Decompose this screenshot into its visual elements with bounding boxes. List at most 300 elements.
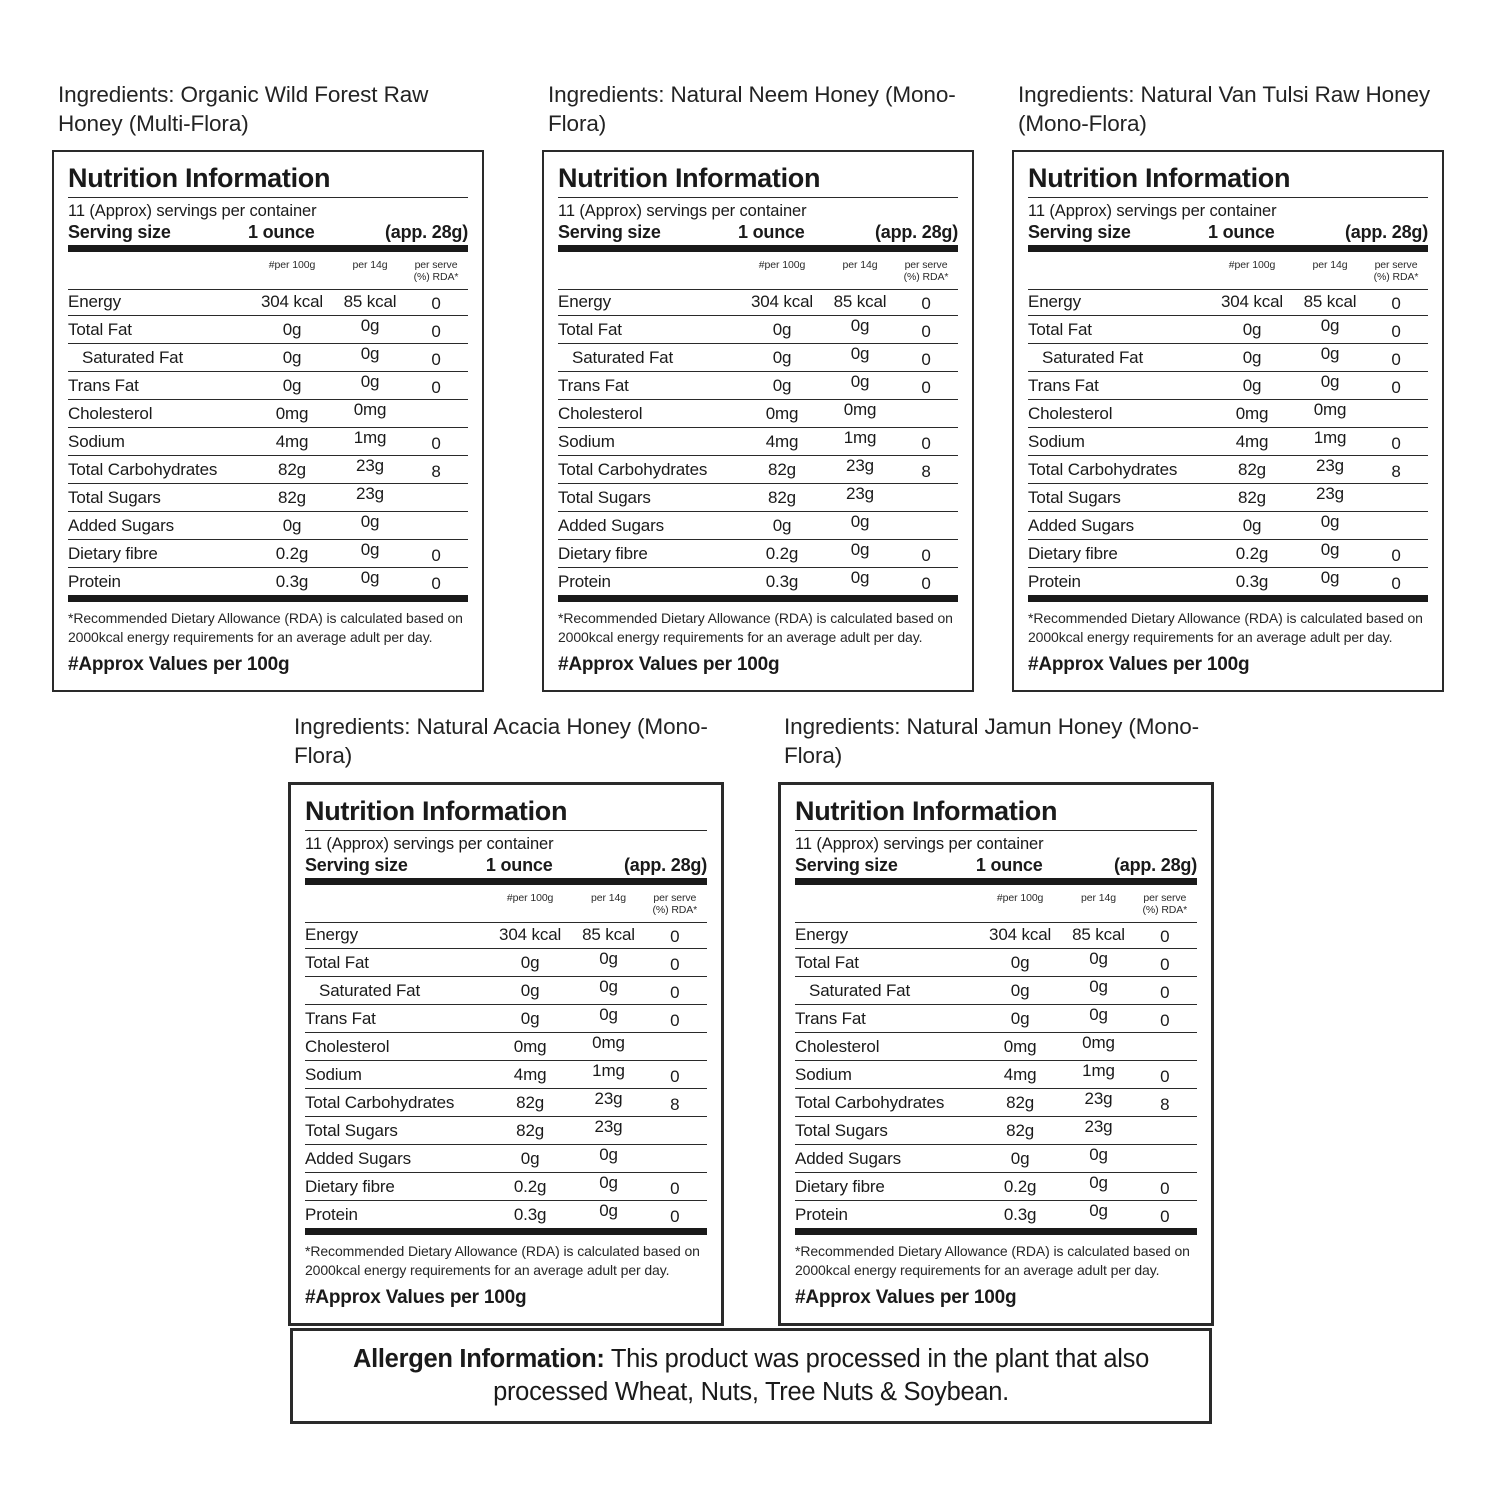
- nutrient-per-14g: 23g: [594, 1117, 623, 1137]
- nutrient-row: [305, 948, 707, 976]
- nutrition-panel: [542, 150, 974, 692]
- nutrient-rda-percent: 0: [1391, 294, 1401, 314]
- nutrient-name: Trans Fat: [795, 1009, 866, 1029]
- nutrient-rda-percent: [1364, 510, 1428, 511]
- nutrient-rda-percent: 0: [921, 322, 931, 342]
- nutrient-name: Total Carbohydrates: [558, 460, 708, 480]
- serving-size-value: 1 ounce: [485, 854, 553, 875]
- nutrient-row: [558, 399, 958, 427]
- nutrient-rda-percent: 0: [1160, 955, 1170, 975]
- approx-values-note: #Approx Values per 100g: [558, 653, 780, 675]
- nutrition-panel: [1012, 150, 1444, 692]
- nutrient-per-100g: 82g: [1238, 488, 1266, 508]
- nutrient-per-14g: 0g: [360, 344, 380, 364]
- nutrient-row: [305, 1116, 707, 1144]
- nutrient-row: [68, 315, 468, 343]
- nutrient-row: [558, 483, 958, 511]
- allergen-lead-label: Allergen Information:: [353, 1344, 605, 1373]
- nutrient-row: [1028, 567, 1428, 595]
- nutrient-rda-percent: [1133, 1171, 1197, 1172]
- nutrient-name: Saturated Fat: [572, 348, 674, 368]
- nutrient-per-14g: 23g: [1084, 1117, 1113, 1137]
- column-header-per-100g: #per 100g: [506, 892, 554, 905]
- nutrient-per-100g: 0g: [1242, 516, 1262, 536]
- nutrient-per-14g: 0g: [850, 316, 870, 336]
- nutrient-per-14g: 0g: [599, 949, 618, 969]
- nutrient-row: [305, 976, 707, 1004]
- nutrient-row: [68, 427, 468, 455]
- column-headers: [68, 252, 468, 288]
- nutrient-name: Trans Fat: [1028, 376, 1099, 396]
- nutrition-card-acacia: [288, 712, 724, 1326]
- nutrient-per-100g: 0g: [772, 376, 792, 396]
- nutrient-row: [795, 1200, 1197, 1228]
- nutrient-per-14g: 1mg: [353, 428, 387, 448]
- nutrient-rda-percent: [1364, 538, 1428, 539]
- nutrient-rda-percent: 0: [921, 574, 931, 594]
- nutrient-per-14g: 23g: [356, 456, 384, 476]
- nutrition-card-jamun: [778, 712, 1214, 1326]
- column-header-per-100g: #per 100g: [996, 892, 1044, 905]
- nutrient-name: Cholesterol: [558, 404, 643, 424]
- nutrient-row: [305, 1200, 707, 1228]
- nutrient-rda-percent: 0: [1160, 1207, 1170, 1227]
- nutrient-per-14g: 23g: [594, 1089, 623, 1109]
- column-header-per-100g: #per 100g: [758, 259, 806, 272]
- serving-size-approx: (app. 28g): [1344, 221, 1428, 242]
- serving-size-row: [1028, 222, 1428, 253]
- nutrient-name: Protein: [305, 1205, 358, 1225]
- nutrient-name: Added Sugars: [558, 516, 664, 536]
- allergen-body-text: This product was processed in the plant that also processed Wheat, Nuts, Tree Nuts & Soybean.: [493, 1344, 1149, 1406]
- nutrient-per-14g: 0g: [599, 1201, 618, 1221]
- nutrient-per-100g: 4mg: [513, 1065, 547, 1085]
- nutrient-name: Added Sugars: [68, 516, 174, 536]
- nutrient-per-100g: 0g: [1010, 981, 1030, 1001]
- ingredients-heading: Ingredients: Organic Wild Forest Raw Honey (Multi-Flora): [58, 82, 429, 137]
- nutrient-row: [1028, 483, 1428, 511]
- nutrient-rda-percent: 0: [1160, 1179, 1170, 1199]
- nutrient-name: Total Carbohydrates: [68, 460, 218, 480]
- nutrient-table: [68, 289, 468, 603]
- nutrient-table: [305, 922, 707, 1236]
- nutrient-row: [68, 567, 468, 595]
- nutrient-per-100g: 0.2g: [513, 1177, 547, 1197]
- nutrient-rda-percent: [643, 1059, 707, 1060]
- rda-footnote: *Recommended Dietary Allowance (RDA) is calculated based on 2000kcal energy requirements for an average adult per day.: [1028, 610, 1423, 645]
- nutrient-row: [558, 289, 958, 316]
- servings-per-container: 11 (Approx) servings per container: [1028, 202, 1277, 221]
- nutrient-rda-percent: 0: [1391, 378, 1401, 398]
- nutrient-rda-percent: [1364, 426, 1428, 427]
- nutrient-per-100g: 0g: [520, 1009, 540, 1029]
- nutrient-rda-percent: 8: [921, 462, 931, 482]
- servings-per-container: 11 (Approx) servings per container: [305, 835, 554, 854]
- nutrient-name: Total Fat: [68, 320, 132, 340]
- nutrient-per-100g: 4mg: [1235, 432, 1269, 452]
- nutrient-per-100g: 0g: [1010, 1149, 1030, 1169]
- nutrient-row: [68, 343, 468, 371]
- nutrient-name: Protein: [68, 572, 121, 592]
- nutrient-per-14g: 0g: [850, 512, 870, 532]
- nutrient-row: [68, 371, 468, 399]
- nutrient-name: Trans Fat: [558, 376, 629, 396]
- nutrient-per-14g: 0g: [599, 977, 618, 997]
- nutrient-row: [68, 483, 468, 511]
- nutrient-row: [68, 289, 468, 316]
- nutrient-rda-percent: [1133, 1059, 1197, 1060]
- nutrient-per-14g: 23g: [1316, 456, 1344, 476]
- serving-size-approx: (app. 28g): [623, 854, 707, 875]
- nutrient-name: Protein: [795, 1205, 848, 1225]
- serving-size-value: 1 ounce: [975, 854, 1043, 875]
- column-header-per-100g: #per 100g: [1228, 259, 1276, 272]
- nutrient-per-14g: 85 kcal: [582, 925, 635, 945]
- nutrient-name: Total Carbohydrates: [795, 1093, 945, 1113]
- nutrient-per-100g: 304 kcal: [1220, 292, 1284, 312]
- nutrient-row: [1028, 427, 1428, 455]
- column-header-spacer: [68, 259, 248, 283]
- nutrient-row: [68, 455, 468, 483]
- serving-size-approx: (app. 28g): [874, 221, 958, 242]
- nutrient-table: [795, 922, 1197, 1236]
- column-header-per-serve-rda: per serve (%) RDA*: [652, 892, 698, 917]
- column-header-spacer: [795, 892, 976, 916]
- nutrient-per-100g: 0mg: [275, 404, 309, 424]
- nutrient-rda-percent: 0: [921, 294, 931, 314]
- nutrient-row: [305, 1088, 707, 1116]
- nutrient-per-14g: 0g: [850, 344, 870, 364]
- nutrient-row: [305, 1172, 707, 1200]
- nutrition-information-title: Nutrition Information: [558, 164, 958, 199]
- column-headers: [795, 885, 1197, 921]
- nutrient-per-100g: 0g: [772, 348, 792, 368]
- nutrient-per-100g: 0.3g: [1235, 572, 1269, 592]
- nutrient-per-100g: 0.2g: [275, 544, 309, 564]
- nutrient-name: Protein: [1028, 572, 1081, 592]
- nutrition-information-title: Nutrition Information: [305, 797, 707, 832]
- nutrient-name: Total Sugars: [68, 488, 161, 508]
- nutrient-per-100g: 0mg: [513, 1037, 547, 1057]
- nutrient-per-14g: 85 kcal: [833, 292, 887, 312]
- nutrient-per-14g: 85 kcal: [343, 292, 397, 312]
- nutrient-per-100g: 82g: [278, 460, 306, 480]
- nutrient-row: [795, 1144, 1197, 1172]
- nutrient-rda-percent: 8: [670, 1095, 680, 1115]
- nutrient-rda-percent: 0: [1391, 322, 1401, 342]
- nutrient-row: [558, 511, 958, 539]
- nutrient-per-100g: 0.3g: [1003, 1205, 1037, 1225]
- nutrient-per-100g: 0g: [772, 320, 792, 340]
- nutrient-rda-percent: [894, 426, 958, 427]
- nutrient-per-14g: 0g: [599, 1005, 618, 1025]
- nutrient-name: Energy: [795, 925, 848, 945]
- nutrient-rda-percent: 0: [431, 574, 441, 594]
- nutrient-name: Saturated Fat: [82, 348, 184, 368]
- nutrient-per-100g: 0g: [282, 516, 302, 536]
- column-header-per-14g: per 14g: [352, 259, 388, 272]
- serving-size-row: [558, 222, 958, 253]
- nutrient-rda-percent: 0: [921, 350, 931, 370]
- nutrient-per-100g: 82g: [768, 488, 796, 508]
- nutrient-name: Added Sugars: [305, 1149, 411, 1169]
- serving-size-label: Serving size: [305, 854, 408, 875]
- nutrient-per-100g: 82g: [1238, 460, 1266, 480]
- nutrient-name: Sodium: [305, 1065, 362, 1085]
- nutrient-rda-percent: 0: [1160, 927, 1170, 947]
- nutrient-name: Cholesterol: [795, 1037, 880, 1057]
- nutrient-name: Total Fat: [1028, 320, 1092, 340]
- serving-size-row: [795, 855, 1197, 886]
- nutrient-row: [1028, 289, 1428, 316]
- nutrient-rda-percent: [404, 426, 468, 427]
- nutrient-per-14g: 0g: [360, 540, 380, 560]
- nutrient-per-100g: 304 kcal: [989, 925, 1052, 945]
- nutrition-information-title: Nutrition Information: [68, 164, 468, 199]
- rda-footnote: *Recommended Dietary Allowance (RDA) is calculated based on 2000kcal energy requirements for an average adult per day.: [305, 1243, 700, 1278]
- nutrient-name: Dietary fibre: [558, 544, 648, 564]
- nutrient-name: Protein: [558, 572, 611, 592]
- nutrient-per-14g: 0g: [1089, 1005, 1108, 1025]
- allergen-information-box: [290, 1328, 1212, 1424]
- nutrient-per-14g: 85 kcal: [1072, 925, 1125, 945]
- nutrient-per-14g: 0g: [1320, 344, 1340, 364]
- nutrient-per-14g: 0g: [1320, 372, 1340, 392]
- nutrient-per-14g: 0g: [1320, 540, 1340, 560]
- nutrient-per-14g: 0g: [1089, 949, 1108, 969]
- nutrient-rda-percent: 0: [670, 983, 680, 1003]
- nutrition-card-neem: [542, 80, 974, 692]
- nutrient-per-14g: 23g: [1084, 1089, 1113, 1109]
- nutrient-name: Energy: [305, 925, 358, 945]
- nutrient-per-100g: 82g: [278, 488, 306, 508]
- nutrient-rda-percent: 8: [431, 462, 441, 482]
- nutrient-rda-percent: 0: [670, 955, 680, 975]
- nutrient-name: Energy: [68, 292, 121, 312]
- nutrient-rda-percent: [894, 538, 958, 539]
- nutrient-row: [558, 455, 958, 483]
- column-header-per-14g: per 14g: [842, 259, 878, 272]
- nutrient-name: Cholesterol: [305, 1037, 390, 1057]
- nutrition-panel: [288, 782, 724, 1326]
- nutrient-name: Saturated Fat: [1042, 348, 1144, 368]
- nutrient-per-14g: 0g: [599, 1145, 618, 1165]
- nutrient-row: [305, 922, 707, 949]
- nutrient-row: [558, 343, 958, 371]
- nutrient-per-14g: 0g: [1320, 316, 1340, 336]
- nutrient-rda-percent: [404, 510, 468, 511]
- nutrient-row: [1028, 399, 1428, 427]
- nutrient-per-14g: 0g: [1089, 977, 1108, 997]
- nutrient-per-100g: 0g: [772, 516, 792, 536]
- nutrient-per-100g: 0mg: [765, 404, 799, 424]
- ingredients-heading: Ingredients: Natural Acacia Honey (Mono-Flora): [294, 714, 708, 769]
- nutrient-per-100g: 0g: [520, 953, 540, 973]
- nutrient-name: Total Sugars: [1028, 488, 1121, 508]
- nutrient-rda-percent: [404, 538, 468, 539]
- nutrient-row: [1028, 371, 1428, 399]
- nutrition-panel: [778, 782, 1214, 1326]
- nutrient-rda-percent: 0: [431, 350, 441, 370]
- nutrient-row: [68, 511, 468, 539]
- nutrient-rda-percent: 0: [431, 546, 441, 566]
- nutrient-rda-percent: 0: [1160, 1011, 1170, 1031]
- serving-size-approx: (app. 28g): [384, 221, 468, 242]
- nutrient-rda-percent: 0: [431, 322, 441, 342]
- serving-size-approx: (app. 28g): [1113, 854, 1197, 875]
- nutrient-rda-percent: 0: [1391, 350, 1401, 370]
- nutrition-card-van-tulsi: [1012, 80, 1444, 692]
- approx-values-note: #Approx Values per 100g: [305, 1286, 527, 1308]
- nutrient-per-100g: 0mg: [1235, 404, 1269, 424]
- nutrient-row: [558, 371, 958, 399]
- column-header-per-serve-rda: per serve (%) RDA*: [413, 259, 459, 284]
- nutrient-row: [558, 315, 958, 343]
- serving-size-label: Serving size: [68, 221, 171, 242]
- nutrient-row: [1028, 343, 1428, 371]
- nutrient-per-100g: 0g: [1242, 376, 1262, 396]
- column-header-per-serve-rda: per serve (%) RDA*: [903, 259, 949, 284]
- nutrient-per-100g: 82g: [516, 1093, 545, 1113]
- nutrient-rda-percent: 0: [670, 927, 680, 947]
- nutrient-name: Added Sugars: [1028, 516, 1134, 536]
- column-headers: [1028, 252, 1428, 288]
- servings-per-container: 11 (Approx) servings per container: [558, 202, 807, 221]
- column-headers: [305, 885, 707, 921]
- nutrient-rda-percent: 8: [1160, 1095, 1170, 1115]
- nutrient-name: Total Sugars: [558, 488, 651, 508]
- nutrient-row: [558, 567, 958, 595]
- nutrient-row: [1028, 539, 1428, 567]
- nutrient-name: Sodium: [68, 432, 125, 452]
- nutrient-rda-percent: 0: [670, 1011, 680, 1031]
- nutrient-row: [305, 1032, 707, 1060]
- approx-values-note: #Approx Values per 100g: [1028, 653, 1250, 675]
- serving-size-row: [68, 222, 468, 253]
- serving-size-label: Serving size: [795, 854, 898, 875]
- nutrient-per-100g: 82g: [516, 1121, 545, 1141]
- nutrient-per-14g: 0g: [1089, 1173, 1108, 1193]
- nutrient-rda-percent: 8: [1391, 462, 1401, 482]
- nutrient-row: [795, 948, 1197, 976]
- nutrient-name: Sodium: [558, 432, 615, 452]
- nutrient-table: [1028, 289, 1428, 603]
- nutrient-per-100g: 0.2g: [765, 544, 799, 564]
- serving-size-label: Serving size: [1028, 221, 1131, 242]
- nutrient-row: [68, 539, 468, 567]
- nutrient-rda-percent: 0: [1391, 546, 1401, 566]
- nutrient-rda-percent: 0: [670, 1179, 680, 1199]
- nutrient-per-14g: 0g: [360, 512, 380, 532]
- nutrient-row: [795, 1172, 1197, 1200]
- nutrient-name: Trans Fat: [68, 376, 139, 396]
- nutrient-row: [795, 1060, 1197, 1088]
- nutrient-per-14g: 0g: [850, 540, 870, 560]
- column-header-per-100g: #per 100g: [268, 259, 316, 272]
- nutrient-per-14g: 0mg: [843, 400, 877, 420]
- nutrient-name: Dietary fibre: [795, 1177, 885, 1197]
- column-headers: [558, 252, 958, 288]
- nutrient-per-100g: 82g: [1006, 1093, 1035, 1113]
- nutrient-name: Dietary fibre: [68, 544, 158, 564]
- nutrient-per-100g: 0g: [1010, 1009, 1030, 1029]
- nutrient-name: Dietary fibre: [305, 1177, 395, 1197]
- nutrient-per-14g: 0g: [599, 1173, 618, 1193]
- nutrient-per-100g: 4mg: [1003, 1065, 1037, 1085]
- nutrient-per-14g: 23g: [846, 456, 874, 476]
- nutrient-rda-percent: [643, 1143, 707, 1144]
- nutrient-per-14g: 0mg: [1082, 1033, 1115, 1053]
- nutrient-per-100g: 0g: [520, 981, 540, 1001]
- nutrient-per-100g: 0g: [282, 376, 302, 396]
- column-header-spacer: [558, 259, 738, 283]
- nutrient-rda-percent: [894, 510, 958, 511]
- nutrient-rda-percent: 0: [921, 434, 931, 454]
- approx-values-note: #Approx Values per 100g: [68, 653, 290, 675]
- nutrient-per-14g: 1mg: [592, 1061, 625, 1081]
- nutrient-per-14g: 0g: [1089, 1201, 1108, 1221]
- nutrient-name: Trans Fat: [305, 1009, 376, 1029]
- nutrient-per-14g: 0g: [360, 568, 380, 588]
- nutrient-per-14g: 1mg: [1082, 1061, 1115, 1081]
- nutrient-per-14g: 0g: [1320, 512, 1340, 532]
- nutrient-per-14g: 0g: [850, 568, 870, 588]
- nutrient-per-100g: 82g: [768, 460, 796, 480]
- nutrient-row: [795, 922, 1197, 949]
- nutrient-name: Total Fat: [305, 953, 369, 973]
- nutrient-per-100g: 0.3g: [765, 572, 799, 592]
- nutrient-per-14g: 0mg: [1313, 400, 1347, 420]
- serving-size-value: 1 ounce: [738, 221, 805, 242]
- ingredients-heading: Ingredients: Natural Neem Honey (Mono-Flora): [548, 82, 956, 137]
- nutrient-per-14g: 0mg: [353, 400, 387, 420]
- nutrient-rda-percent: 0: [921, 378, 931, 398]
- nutrient-per-100g: 82g: [1006, 1121, 1035, 1141]
- allergen-text: [311, 1343, 1191, 1409]
- nutrient-rda-percent: 0: [431, 294, 441, 314]
- nutrient-row: [795, 1004, 1197, 1032]
- nutrient-row: [305, 1144, 707, 1172]
- nutrient-name: Total Carbohydrates: [1028, 460, 1178, 480]
- ingredients-heading: Ingredients: Natural Jamun Honey (Mono-Flora): [784, 714, 1200, 769]
- column-header-spacer: [305, 892, 486, 916]
- rda-footnote: *Recommended Dietary Allowance (RDA) is calculated based on 2000kcal energy requirements for an average adult per day.: [68, 610, 463, 645]
- nutrient-row: [795, 1088, 1197, 1116]
- nutrient-rda-percent: 0: [431, 378, 441, 398]
- nutrient-per-14g: 23g: [846, 484, 874, 504]
- nutrient-per-14g: 0mg: [592, 1033, 625, 1053]
- nutrient-row: [795, 1116, 1197, 1144]
- nutrient-rda-percent: 0: [1160, 983, 1170, 1003]
- nutrient-name: Cholesterol: [1028, 404, 1113, 424]
- nutrient-name: Saturated Fat: [319, 981, 421, 1001]
- nutrient-per-100g: 4mg: [275, 432, 309, 452]
- serving-size-value: 1 ounce: [248, 221, 315, 242]
- nutrient-name: Sodium: [795, 1065, 852, 1085]
- nutrient-row: [68, 399, 468, 427]
- column-header-per-14g: per 14g: [1312, 259, 1348, 272]
- nutrient-per-100g: 4mg: [765, 432, 799, 452]
- nutrient-per-14g: 23g: [356, 484, 384, 504]
- nutrient-row: [1028, 511, 1428, 539]
- nutrient-per-100g: 0g: [520, 1149, 540, 1169]
- nutrient-rda-percent: 0: [670, 1207, 680, 1227]
- serving-size-value: 1 ounce: [1208, 221, 1275, 242]
- nutrient-rda-percent: [1133, 1143, 1197, 1144]
- rda-footnote: *Recommended Dietary Allowance (RDA) is calculated based on 2000kcal energy requirements for an average adult per day.: [558, 610, 953, 645]
- nutrient-per-14g: 0g: [360, 372, 380, 392]
- nutrient-name: Saturated Fat: [809, 981, 911, 1001]
